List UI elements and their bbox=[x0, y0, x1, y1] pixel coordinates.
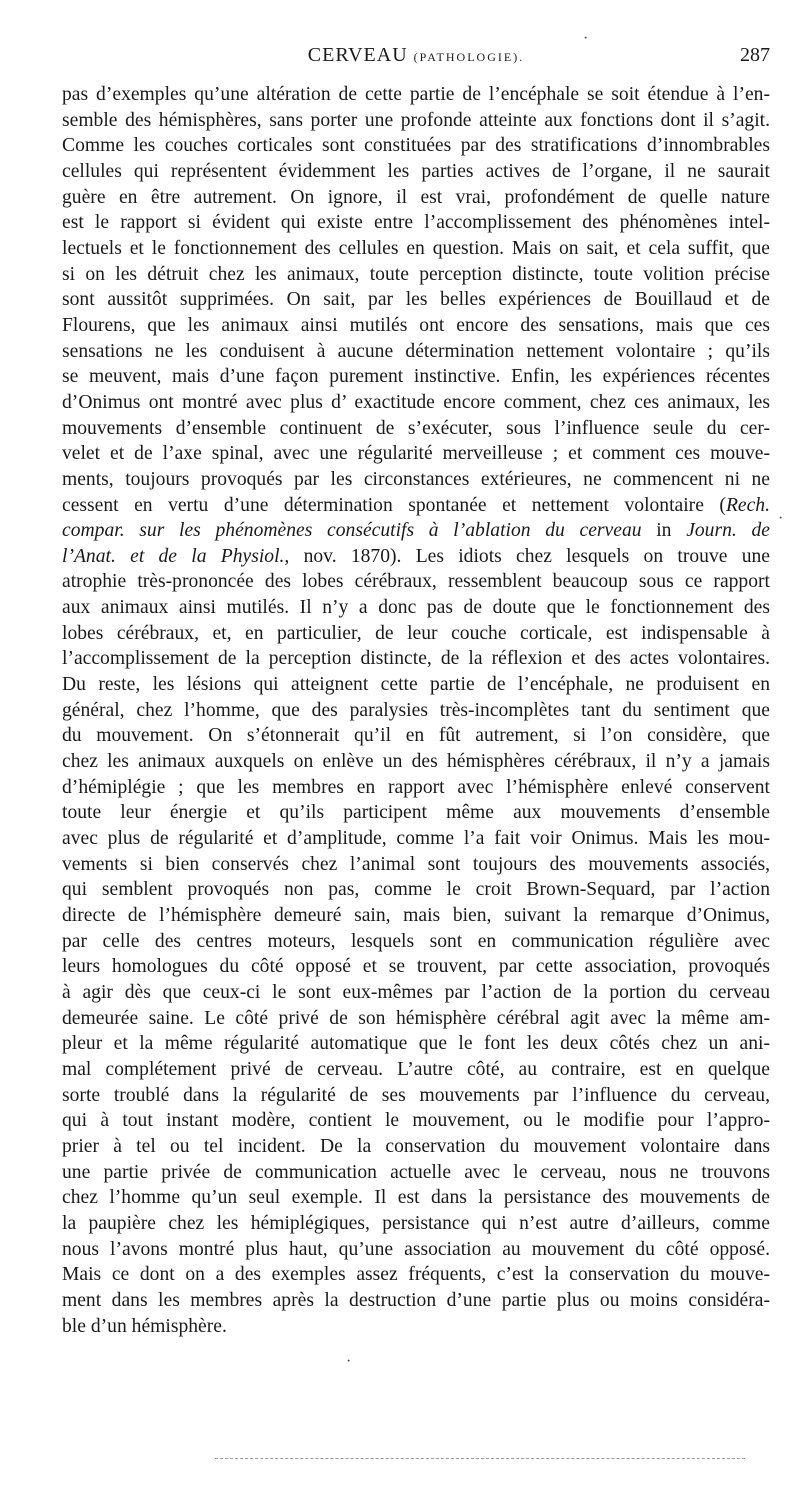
text-fragment: in bbox=[641, 520, 687, 542]
text-line-final: ble d’un hémisphère. bbox=[62, 1315, 227, 1337]
text-line: Du reste, les lésions qui atteignent cette partie de l’encéphale, ne produisent en bbox=[62, 674, 770, 696]
text-line: ment dans les membres après la destruction d’une partie plus ou moins considéra- bbox=[62, 1289, 770, 1311]
text-line: qui à tout instant modère, contient le mouvement, ou le modifie pour l’appro- bbox=[62, 1110, 770, 1132]
text-line: sont aussitôt supprimées. On sait, par les belles expériences de Bouillaud et de bbox=[62, 289, 770, 311]
text-line: lobes cérébraux, et, en particulier, de leur couche corticale, est indispensable à bbox=[62, 622, 770, 644]
text-line: semble des hémisphères, sans porter une profonde atteinte aux fonctions dont il s’agit. bbox=[62, 109, 770, 131]
page-number: 287 bbox=[740, 44, 770, 66]
running-title-subtitle: (PATHOLOGIE). bbox=[413, 50, 525, 64]
text-line: chez les animaux auxquels on enlève un des hémisphères cérébraux, il n’y a jamais bbox=[62, 751, 770, 773]
text-line: cellules qui représentent évidemment les parties actives de l’organe, il ne saurait bbox=[62, 160, 770, 182]
text-line: directe de l’hémisphère demeuré sain, mais bien, suivant la remarque d’Onimus, bbox=[62, 905, 770, 926]
text-line: la paupière chez les hémiplégiques, persistance qui n’est autre d’ailleurs, comme bbox=[62, 1212, 770, 1234]
citation-italic: compar. sur les phénomènes consécutifs à l’ablation du cerveau bbox=[62, 520, 642, 542]
citation-italic: Rech. bbox=[725, 494, 770, 516]
running-title bbox=[62, 44, 770, 67]
text-line: l’accomplissement de la perception distincte, de la réflexion et des actes volontaires. bbox=[62, 648, 770, 670]
text-line: pas d’exemples qu’une altération de cette partie de l’encéphale se soit étendue à l’en- bbox=[62, 84, 770, 105]
text-line: guère en être autrement. On ignore, il est vrai, profondément de quelle nature bbox=[62, 186, 770, 208]
text-line-with-italic-citation bbox=[62, 493, 770, 519]
text-line: atrophie très-prononcée des lobes cérébraux, ressemblent beaucoup sous ce rapport bbox=[62, 571, 770, 593]
text-line: sensations ne les conduisent à aucune détermination nettement volontaire ; qu’ils bbox=[62, 340, 770, 362]
print-speck: · bbox=[583, 30, 589, 47]
running-head bbox=[62, 44, 770, 74]
text-line: lectuels et le fonctionnement des cellules en question. Mais on sait, et cela suffit, que bbox=[62, 237, 770, 259]
text-line: une partie privée de communication actuelle avec le cerveau, nous ne trouvons bbox=[62, 1161, 770, 1183]
text-line: si on les détruit chez les animaux, toute perception distincte, toute volition précise bbox=[62, 263, 770, 285]
text-line: général, chez l’homme, que des paralysies très-incomplètes tant du sentiment que bbox=[62, 699, 770, 721]
text-line: vements si bien conservés chez l’animal sont toujours des mouvements associés, bbox=[62, 853, 770, 875]
print-speck: · bbox=[346, 1353, 352, 1370]
text-line: nous l’avons montré plus haut, qu’une association au mouvement du côté opposé. bbox=[62, 1238, 770, 1260]
running-title-main: CERVEAU bbox=[307, 44, 408, 66]
text-line: se meuvent, mais d’une façon purement instinctive. Enfin, les expériences récentes bbox=[62, 366, 770, 388]
text-line: aux animaux ainsi mutilés. Il n’y a donc pas de doute que le fonctionnement des bbox=[62, 597, 770, 619]
text-line: Comme les couches corticales sont constituées par des stratifications d’innombrables bbox=[62, 135, 770, 157]
citation-italic: Journ. de bbox=[686, 520, 770, 542]
print-speck: · bbox=[778, 510, 784, 527]
text-line: à agir dès que ceux-ci le sont eux-mêmes par l’action de la portion du cerveau bbox=[62, 981, 770, 1003]
text-line: Mais ce dont on a des exemples assez fréquents, c’est la conservation du mouve- bbox=[62, 1264, 770, 1286]
text-fragment: , nov. 1870). Les idiots chez lesquels on trouve une bbox=[284, 545, 770, 567]
text-line: d’Onimus ont montré avec plus d’ exactitude encore comment, chez ces animaux, les bbox=[62, 391, 770, 413]
text-line: avec plus de régularité et d’amplitude, comme l’a fait voir Onimus. Mais les mou- bbox=[62, 828, 770, 850]
text-line: par celle des centres moteurs, lesquels sont en communication régulière avec bbox=[62, 930, 770, 952]
text-line: toute leur énergie et qu’ils participent même aux mouvements d’ensemble bbox=[62, 802, 770, 824]
text-line-citation bbox=[62, 518, 770, 544]
text-line: pleur et la même régularité automatique que le font les deux côtés chez un ani- bbox=[62, 1033, 770, 1055]
text-line: qui semblent provoqués non pas, comme le croit Brown-Sequard, par l’action bbox=[62, 879, 770, 901]
text-line-citation bbox=[62, 544, 770, 570]
text-line: mal complétement privé de cerveau. L’autre côté, au contraire, est en quelque bbox=[62, 1058, 770, 1080]
text-line: velet et de l’axe spinal, avec une régularité merveilleuse ; et comment ces mouve- bbox=[62, 443, 770, 465]
text-fragment: cessent en vertu d’une détermination spontanée et nettement volontaire ( bbox=[62, 494, 726, 516]
text-line: leurs homologues du côté opposé et se trouvent, par cette association, provoqués bbox=[62, 956, 770, 978]
text-line: Flourens, que les animaux ainsi mutilés ont encore des sensations, mais que ces bbox=[62, 314, 770, 336]
citation-italic: l’Anat. et de la Physiol. bbox=[62, 545, 285, 567]
text-line: sorte troublé dans la régularité de ses mouvements par l’influence du cerveau, bbox=[62, 1084, 770, 1106]
text-line: demeurée saine. Le côté privé de son hémisphère cérébral agit avec la même am- bbox=[62, 1007, 770, 1029]
text-line: du mouvement. On s’étonnerait qu’il en fût autrement, si l’on considère, que bbox=[62, 725, 770, 747]
body-paragraphs bbox=[62, 82, 770, 1339]
text-line: prier à tel ou tel incident. De la conservation du mouvement volontaire dans bbox=[62, 1135, 770, 1157]
text-line: d’hémiplégie ; que les membres en rapport avec l’hémisphère enlevé conservent bbox=[62, 776, 770, 798]
text-line: mouvements d’ensemble continuent de s’exécuter, sous l’influence seule du cer- bbox=[62, 417, 770, 439]
text-line: chez l’homme qu’un seul exemple. Il est dans la persistance des mouvements de bbox=[62, 1187, 770, 1209]
text-line: ments, toujours provoqués par les circonstances extérieures, ne commencent ni ne bbox=[62, 468, 770, 490]
bottom-dashed-rule bbox=[215, 1458, 745, 1459]
text-line: est le rapport si évident qui existe entre l’accomplissement des phénomènes intel- bbox=[62, 212, 770, 234]
